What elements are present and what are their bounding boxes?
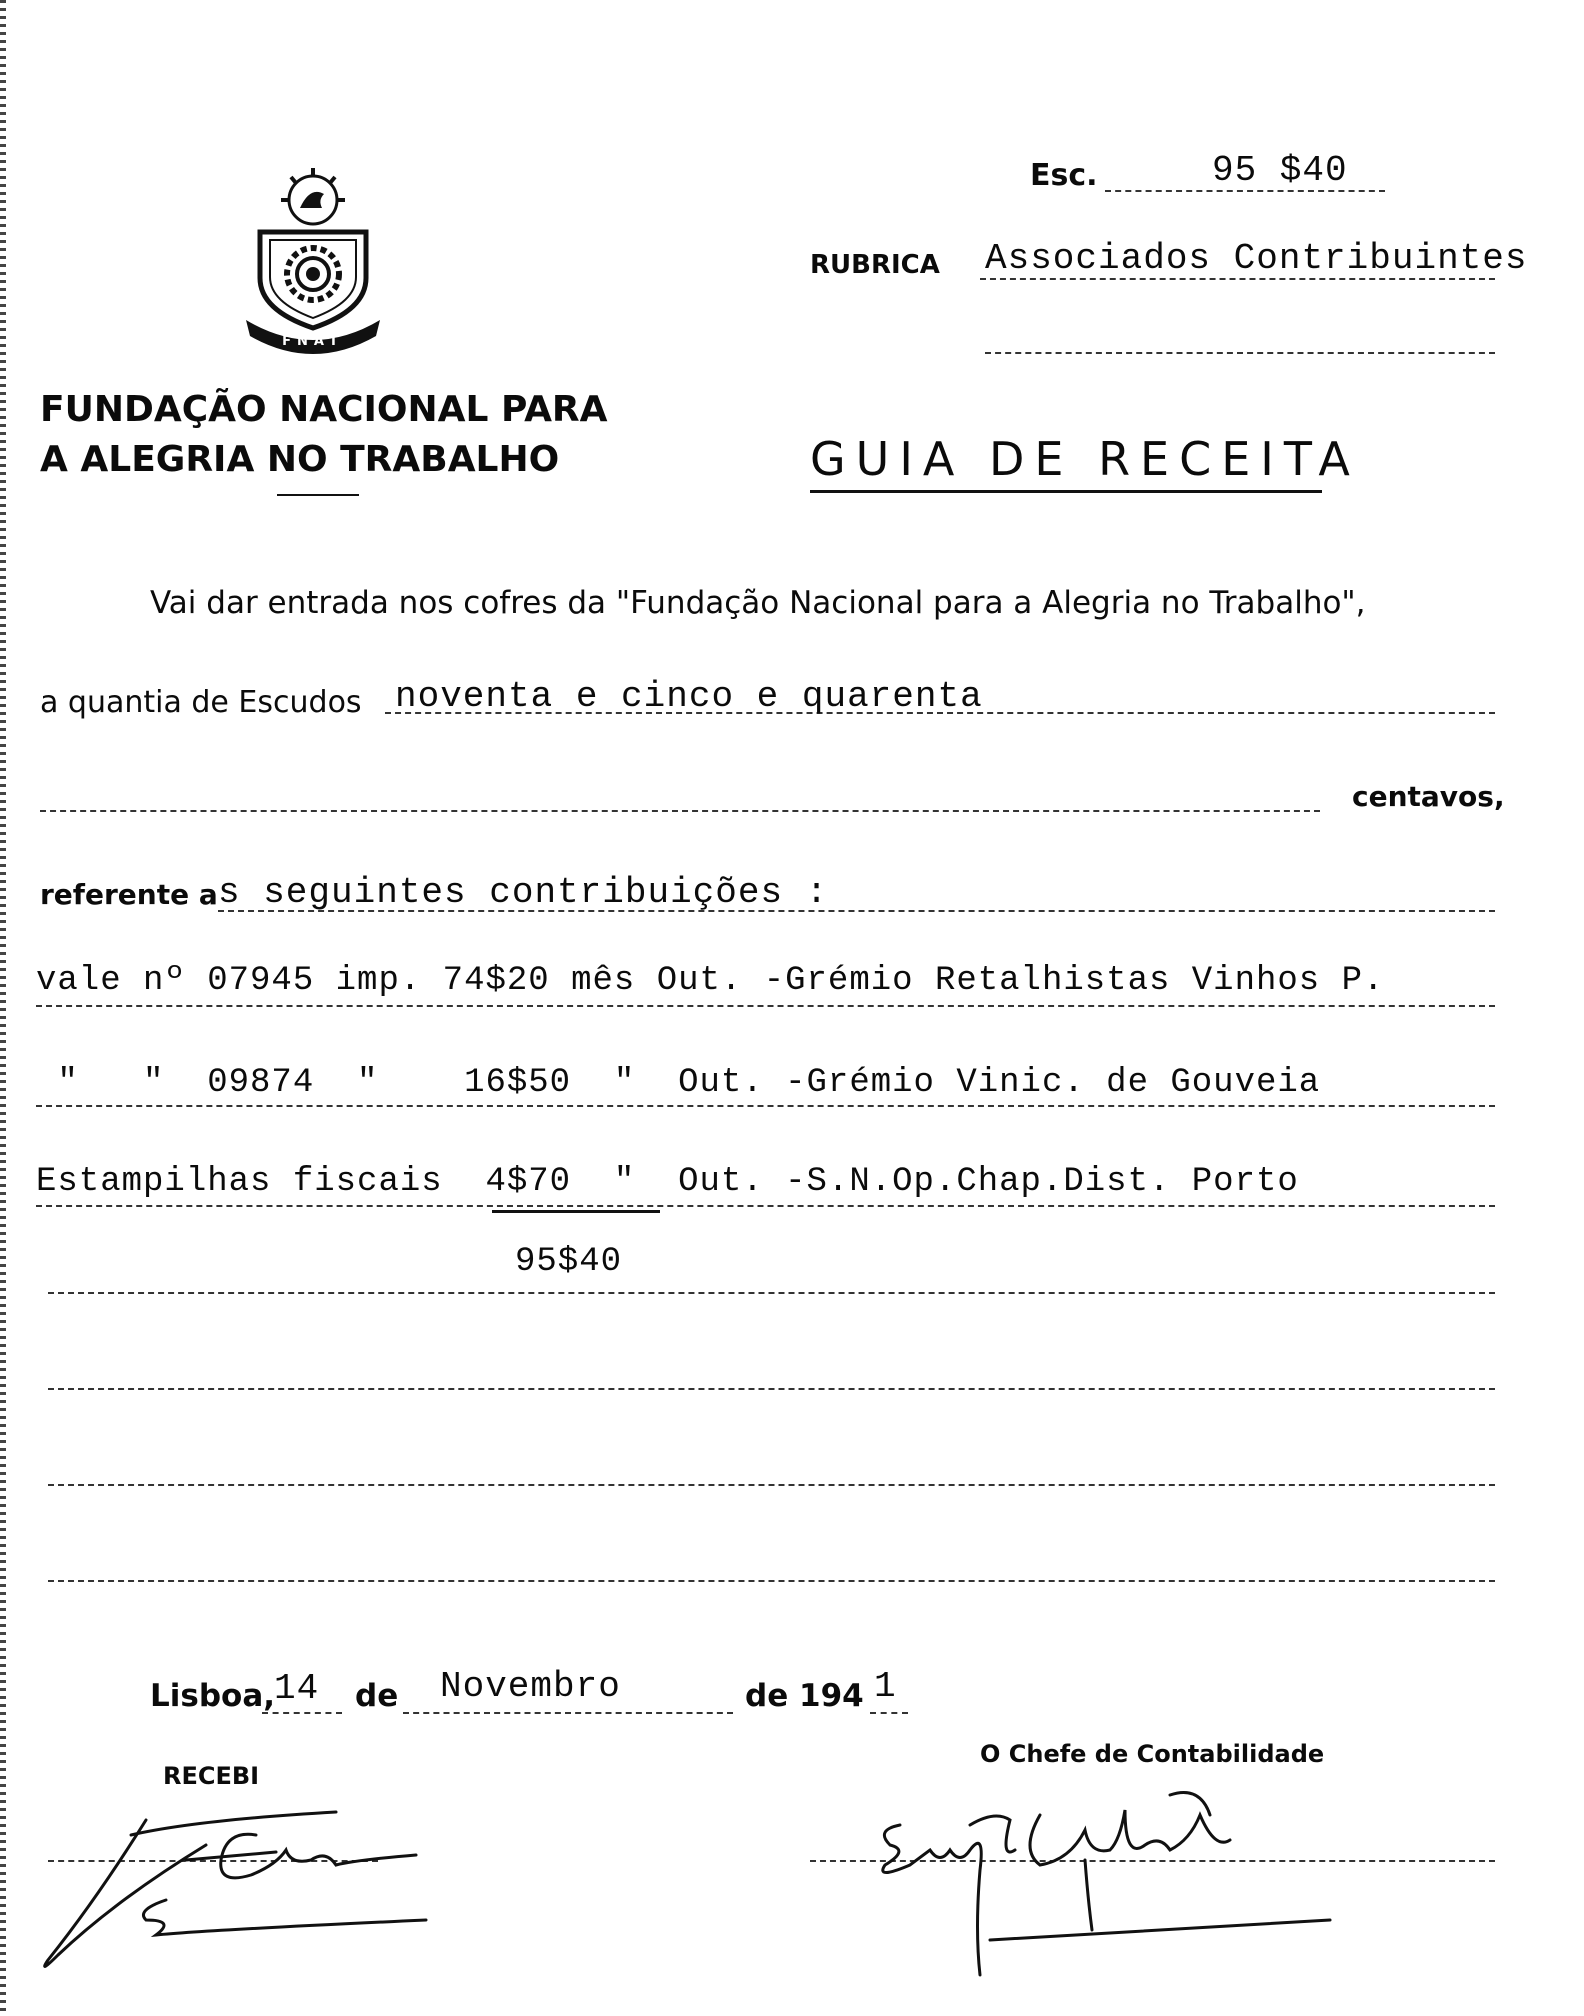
entry-line: Estampilhas fiscais 4$70 " Out. -S.N.Op.Chap.Dist. Porto: [36, 1163, 1299, 1201]
date-month: Novembro: [440, 1666, 621, 1707]
blank-line: [48, 1292, 1495, 1294]
svg-text:FNAT: FNAT: [282, 334, 344, 349]
title-underline: [810, 490, 1322, 493]
date-year-prefix: de 194: [745, 1678, 864, 1714]
org-divider: [277, 494, 359, 496]
date-city-label: Lisboa,: [150, 1678, 276, 1714]
referente-label: referente a: [40, 878, 218, 911]
rubrica-label: RUBRICA: [810, 250, 940, 280]
sum-rule: [492, 1210, 660, 1213]
date-de-label: de: [355, 1678, 399, 1714]
blank-line: [48, 1484, 1495, 1486]
org-name-line1: FUNDAÇÃO NACIONAL PARA: [40, 389, 608, 430]
entry-line-rule: [36, 1005, 1495, 1007]
recebi-signature-image: [36, 1790, 436, 1980]
date-year-line: [870, 1712, 908, 1714]
intro-text: Vai dar entrada nos cofres da "Fundação Nacional para a Alegria no Trabalho",: [150, 585, 1366, 621]
amount-label: a quantia de Escudos: [40, 685, 362, 720]
fnat-emblem-logo: [238, 160, 388, 355]
scan-edge: [0, 0, 6, 2016]
date-year-digit: 1: [874, 1666, 897, 1707]
chefe-signature-image: [870, 1770, 1350, 1990]
recebi-label: RECEBI: [163, 1762, 260, 1790]
chefe-label: O Chefe de Contabilidade: [980, 1740, 1325, 1768]
date-day-line: [262, 1712, 342, 1714]
page-title: GUIA DE RECEITA: [810, 432, 1360, 486]
entry-line: vale nº 07945 imp. 74$20 mês Out. -Grémio Retalhistas Vinhos P.: [36, 962, 1385, 1000]
referente-value: s seguintes contribuições :: [218, 872, 829, 913]
total-value: 95$40: [515, 1243, 623, 1281]
amount-words: noventa e cinco e quarenta: [395, 676, 983, 717]
date-day: 14: [274, 1668, 320, 1709]
centavos-line: [40, 810, 1320, 812]
entry-line-rule: [36, 1205, 1495, 1207]
org-name: [40, 385, 608, 485]
entry-line: " " 09874 " 16$50 " Out. -Grémio Vinic. de Gouveia: [36, 1064, 1321, 1102]
esc-value: 95 $40: [1212, 150, 1348, 191]
org-name-line2: A ALEGRIA NO TRABALHO: [40, 439, 560, 480]
esc-label: Esc.: [1030, 158, 1098, 193]
blank-line: [48, 1388, 1495, 1390]
blank-line: [48, 1580, 1495, 1582]
rubrica-value: Associados Contribuintes: [985, 238, 1528, 279]
date-month-line: [403, 1712, 733, 1714]
rubrica-line-2: [985, 352, 1495, 354]
entry-line-rule: [36, 1105, 1495, 1107]
centavos-label: centavos,: [1352, 780, 1505, 813]
